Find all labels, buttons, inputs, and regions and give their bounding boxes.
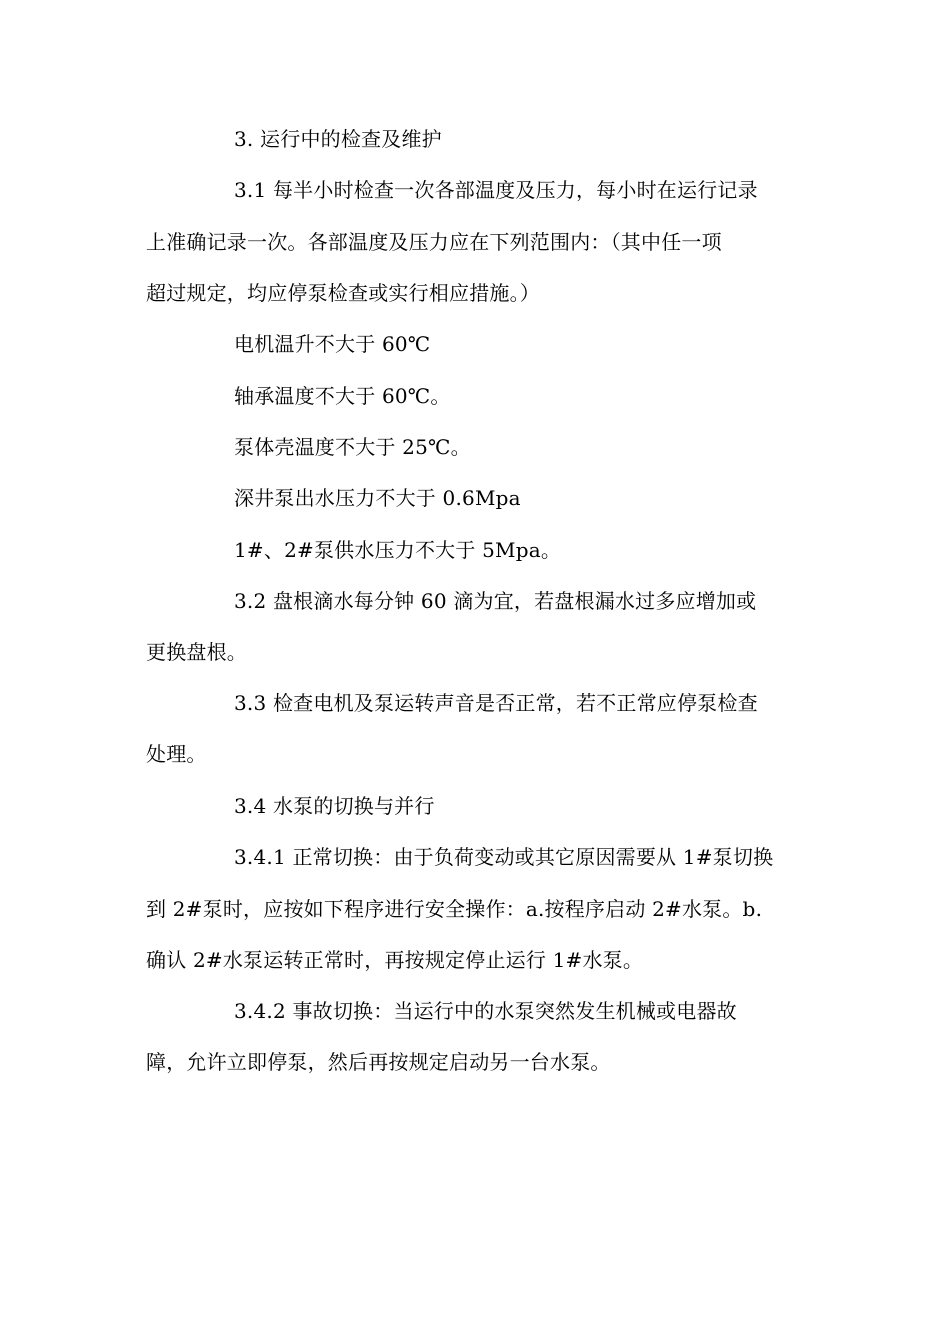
limit-supply-pressure: 1#、2#泵供水压力不大于 5Mpa。 xyxy=(234,538,562,562)
paragraph-3-4-2-line-1: 3.4.2 事故切换：当运行中的水泵突然发生机械或电器故 xyxy=(234,999,737,1023)
paragraph-3-3-line-2: 处理。 xyxy=(146,742,207,766)
paragraph-3-4-1-line-1: 3.4.1 正常切换：由于负荷变动或其它原因需要从 1#泵切换 xyxy=(234,845,774,869)
paragraph-3-4-1-line-2: 到 2#泵时，应按如下程序进行安全操作：a.按程序启动 2#水泵。b. xyxy=(146,897,763,921)
paragraph-3-4-2-line-2: 障，允许立即停泵，然后再按规定启动另一台水泵。 xyxy=(146,1050,611,1074)
paragraph-3-2-line-2: 更换盘根。 xyxy=(146,640,247,664)
paragraph-3-1-line-1: 3.1 每半小时检查一次各部温度及压力，每小时在运行记录 xyxy=(234,178,758,202)
limit-pump-casing-temp: 泵体壳温度不大于 25℃。 xyxy=(234,435,471,459)
paragraph-3-3-line-1: 3.3 检查电机及泵运转声音是否正常，若不正常应停泵检查 xyxy=(234,691,758,715)
paragraph-3-1-line-2: 上准确记录一次。各部温度及压力应在下列范围内：（其中任一项 xyxy=(146,230,722,254)
paragraph-3-4-1-line-3: 确认 2#水泵运转正常时，再按规定停止运行 1#水泵。 xyxy=(146,948,644,972)
sub-heading-3-4: 3.4 水泵的切换与并行 xyxy=(234,794,435,818)
section-heading: 3. 运行中的检查及维护 xyxy=(234,127,442,151)
limit-deep-well-pump-pressure: 深井泵出水压力不大于 0.6Mpa xyxy=(234,486,521,510)
limit-motor-temp-rise: 电机温升不大于 60℃ xyxy=(234,332,431,356)
limit-bearing-temp: 轴承温度不大于 60℃。 xyxy=(234,384,451,408)
paragraph-3-1-line-3: 超过规定，均应停泵检查或实行相应措施。） xyxy=(146,281,540,305)
paragraph-3-2-line-1: 3.2 盘根滴水每分钟 60 滴为宜，若盘根漏水过多应增加或 xyxy=(234,589,757,613)
